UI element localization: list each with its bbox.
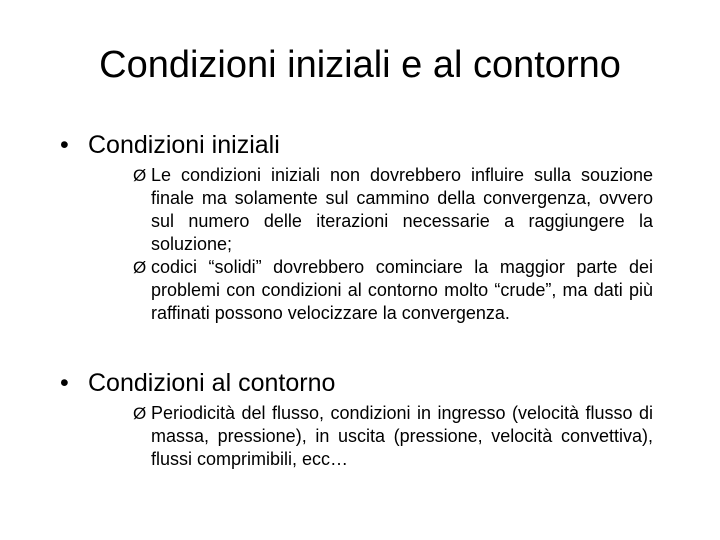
slide-title: Condizioni iniziali e al contorno [99, 44, 621, 86]
section-heading-boundary-conditions [60, 368, 335, 398]
arrow-bullet-icon: Ø [133, 258, 147, 277]
section-items-boundary-conditions [133, 402, 653, 471]
section-heading-label: Condizioni iniziali [88, 131, 280, 159]
bullet-icon: • [60, 131, 69, 159]
list-item [133, 402, 653, 471]
bullet-icon: • [60, 369, 69, 397]
list-item [133, 164, 653, 256]
section-heading-label: Condizioni al contorno [88, 369, 336, 397]
section-items-initial-conditions [133, 164, 653, 325]
list-item-text: Le condizioni iniziali non dovrebbero influire sulla souzione finale ma solamente sul cammino della convergenza, ovvero sul numero delle iterazioni necessarie a raggiungere la soluzione; [151, 165, 653, 254]
list-item [133, 256, 653, 325]
list-item-text: Periodicità del flusso, condizioni in ingresso (velocità flusso di massa, pressione), in uscita (pressione, velocità convettiva), flussi comprimibili, ecc… [151, 403, 653, 469]
section-heading-initial-conditions [60, 130, 280, 160]
arrow-bullet-icon: Ø [133, 166, 147, 185]
list-item-text: codici “solidi” dovrebbero cominciare la maggior parte dei problemi con condizioni al contorno molto “crude”, ma dati più raffinati possono velocizzare la convergenza. [151, 257, 653, 323]
arrow-bullet-icon: Ø [133, 404, 147, 423]
